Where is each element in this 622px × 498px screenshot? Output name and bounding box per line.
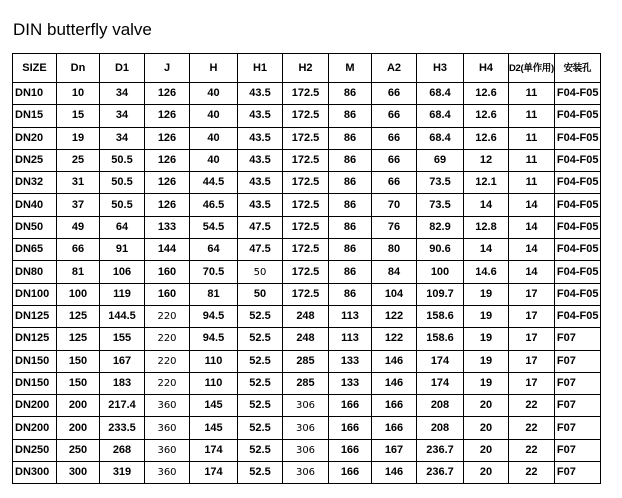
table-cell: 66 [372, 127, 417, 149]
table-cell: 19 [464, 350, 509, 372]
table-cell: DN25 [13, 149, 57, 171]
table-cell: 106 [100, 261, 145, 283]
table-cell: DN32 [13, 172, 57, 194]
table-cell: 43.5 [238, 83, 283, 105]
table-cell: 145 [190, 417, 238, 439]
table-cell: DN300 [13, 462, 57, 484]
table-cell: DN150 [13, 372, 57, 394]
table-cell: 12.6 [464, 105, 509, 127]
table-cell: 268 [100, 439, 145, 461]
table-cell: 66 [372, 105, 417, 127]
table-cell: 12.8 [464, 216, 509, 238]
table-cell: 86 [329, 194, 372, 216]
table-cell: DN200 [13, 417, 57, 439]
table-cell: 52.5 [238, 417, 283, 439]
table-cell: 82.9 [417, 216, 464, 238]
table-cell: 126 [145, 194, 190, 216]
table-row [13, 395, 601, 417]
table-cell: F07 [554, 395, 600, 417]
table-cell: 166 [329, 462, 372, 484]
table-cell: 133 [145, 216, 190, 238]
table-cell: 52.5 [238, 350, 283, 372]
table-cell: 133 [329, 372, 372, 394]
header-cell: D2(单作用) [509, 54, 555, 83]
table-cell: 125 [57, 305, 100, 327]
table-cell: F04-F05 [554, 149, 600, 171]
table-cell: 54.5 [190, 216, 238, 238]
table-cell: 17 [509, 350, 555, 372]
table-cell: 236.7 [417, 462, 464, 484]
table-cell: 50 [238, 283, 283, 305]
table-cell: 73.5 [417, 172, 464, 194]
table-cell: 160 [145, 283, 190, 305]
table-cell: 81 [57, 261, 100, 283]
table-cell: 100 [57, 283, 100, 305]
table-cell: 25 [57, 149, 100, 171]
table-cell: 285 [283, 372, 329, 394]
table-row [13, 350, 601, 372]
table-cell: 52.5 [238, 372, 283, 394]
table-cell: 12 [464, 149, 509, 171]
table-cell: 68.4 [417, 127, 464, 149]
table-cell: 17 [509, 372, 555, 394]
header-cell: J [145, 54, 190, 83]
table-cell: 113 [329, 305, 372, 327]
table-cell: 172.5 [283, 83, 329, 105]
table-cell: 64 [100, 216, 145, 238]
table-cell: F07 [554, 328, 600, 350]
table-cell: 22 [509, 417, 555, 439]
page-title: DIN butterfly valve [13, 20, 152, 39]
table-cell: 86 [329, 149, 372, 171]
table-cell: DN100 [13, 283, 57, 305]
table-cell: F04-F05 [554, 83, 600, 105]
table-cell: 144 [145, 239, 190, 261]
table-cell: 19 [464, 328, 509, 350]
table-cell: DN125 [13, 328, 57, 350]
table-row [13, 239, 601, 261]
table-cell: 43.5 [238, 194, 283, 216]
table-row [13, 172, 601, 194]
table-cell: 306 [283, 417, 329, 439]
table-cell: 15 [57, 105, 100, 127]
table-cell: F07 [554, 350, 600, 372]
table-cell: 14 [509, 261, 555, 283]
header-cell: H [190, 54, 238, 83]
table-cell: 360 [145, 395, 190, 417]
table-cell: 360 [145, 462, 190, 484]
header-cell: M [329, 54, 372, 83]
table-cell: 66 [57, 239, 100, 261]
table-cell: 50.5 [100, 149, 145, 171]
table-cell: 167 [372, 439, 417, 461]
table-cell: 94.5 [190, 305, 238, 327]
table-cell: 174 [190, 462, 238, 484]
table-cell: 183 [100, 372, 145, 394]
table-cell: 94.5 [190, 328, 238, 350]
table-cell: 84 [372, 261, 417, 283]
table-cell: 126 [145, 105, 190, 127]
table-cell: F04-F05 [554, 261, 600, 283]
table-cell: 306 [283, 395, 329, 417]
table-row [13, 283, 601, 305]
table-cell: 47.5 [238, 216, 283, 238]
table-cell: 91 [100, 239, 145, 261]
table-cell: 34 [100, 83, 145, 105]
table-cell: F04-F05 [554, 283, 600, 305]
table-cell: 86 [329, 172, 372, 194]
table-cell: 100 [417, 261, 464, 283]
table-cell: 43.5 [238, 127, 283, 149]
table-cell: 166 [372, 417, 417, 439]
table-cell: 20 [464, 417, 509, 439]
table-cell: 52.5 [238, 305, 283, 327]
table-cell: 172.5 [283, 261, 329, 283]
table-cell: 220 [145, 372, 190, 394]
table-cell: 11 [509, 149, 555, 171]
table-cell: 86 [329, 83, 372, 105]
table-row [13, 149, 601, 171]
header-cell: H1 [238, 54, 283, 83]
table-cell: 70.5 [190, 261, 238, 283]
table-cell: 86 [329, 283, 372, 305]
table-cell: 119 [100, 283, 145, 305]
table-cell: 248 [283, 328, 329, 350]
table-row [13, 417, 601, 439]
table-cell: 50 [238, 261, 283, 283]
table-cell: 360 [145, 417, 190, 439]
table-cell: 10 [57, 83, 100, 105]
table-cell: F07 [554, 417, 600, 439]
table-cell: 146 [372, 372, 417, 394]
table-cell: 86 [329, 127, 372, 149]
table-cell: 158.6 [417, 305, 464, 327]
table-cell: 20 [464, 439, 509, 461]
table-cell: 150 [57, 372, 100, 394]
table-cell: 19 [464, 283, 509, 305]
table-cell: 46.5 [190, 194, 238, 216]
table-row [13, 462, 601, 484]
table-row [13, 194, 601, 216]
table-cell: 200 [57, 395, 100, 417]
table-cell: 69 [417, 149, 464, 171]
table-cell: 200 [57, 417, 100, 439]
table-cell: 14 [464, 239, 509, 261]
table-cell: 250 [57, 439, 100, 461]
table-cell: 19 [57, 127, 100, 149]
table-cell: 52.5 [238, 462, 283, 484]
table-cell: 306 [283, 439, 329, 461]
table-cell: 64 [190, 239, 238, 261]
header-cell: H2 [283, 54, 329, 83]
table-cell: 43.5 [238, 172, 283, 194]
table-cell: 172.5 [283, 149, 329, 171]
table-cell: 50.5 [100, 172, 145, 194]
table-cell: 43.5 [238, 105, 283, 127]
table-cell: 52.5 [238, 395, 283, 417]
table-cell: 50.5 [100, 194, 145, 216]
table-row [13, 328, 601, 350]
table-cell: F07 [554, 462, 600, 484]
table-cell: 17 [509, 283, 555, 305]
table-cell: 172.5 [283, 216, 329, 238]
table-cell: 126 [145, 127, 190, 149]
table-cell: F04-F05 [554, 127, 600, 149]
table-cell: DN200 [13, 395, 57, 417]
table-row [13, 305, 601, 327]
table-cell: 133 [329, 350, 372, 372]
table-cell: 172.5 [283, 283, 329, 305]
table-cell: 37 [57, 194, 100, 216]
table-cell: DN50 [13, 216, 57, 238]
table-cell: 22 [509, 462, 555, 484]
table-cell: 145 [190, 395, 238, 417]
table-cell: 217.4 [100, 395, 145, 417]
table-cell: 248 [283, 305, 329, 327]
table-cell: 19 [464, 305, 509, 327]
table-cell: 12.6 [464, 127, 509, 149]
table-cell: 146 [372, 462, 417, 484]
table-cell: 174 [417, 372, 464, 394]
table-cell: 40 [190, 105, 238, 127]
table-cell: 14 [509, 194, 555, 216]
table-cell: F07 [554, 439, 600, 461]
table-cell: 172.5 [283, 172, 329, 194]
table-cell: 174 [190, 439, 238, 461]
spec-table [12, 53, 601, 484]
table-cell: 300 [57, 462, 100, 484]
table-cell: 126 [145, 172, 190, 194]
table-cell: F04-F05 [554, 172, 600, 194]
table-cell: 52.5 [238, 328, 283, 350]
table-cell: DN150 [13, 350, 57, 372]
table-cell: 86 [329, 216, 372, 238]
header-cell: D1 [100, 54, 145, 83]
table-cell: 76 [372, 216, 417, 238]
table-cell: 233.5 [100, 417, 145, 439]
header-cell: SIZE [13, 54, 57, 83]
table-row [13, 261, 601, 283]
table-cell: 126 [145, 149, 190, 171]
table-cell: 220 [145, 305, 190, 327]
table-cell: 110 [190, 372, 238, 394]
table-cell: 172.5 [283, 239, 329, 261]
header-cell: Dn [57, 54, 100, 83]
table-cell: DN10 [13, 83, 57, 105]
table-cell: 22 [509, 439, 555, 461]
table-cell: DN20 [13, 127, 57, 149]
table-cell: 19 [464, 372, 509, 394]
table-cell: 34 [100, 127, 145, 149]
table-cell: 11 [509, 127, 555, 149]
table-cell: 14.6 [464, 261, 509, 283]
table-cell: 40 [190, 149, 238, 171]
table-cell: 73.5 [417, 194, 464, 216]
table-cell: 14 [509, 239, 555, 261]
table-cell: 90.6 [417, 239, 464, 261]
table-cell: 17 [509, 328, 555, 350]
table-cell: 66 [372, 83, 417, 105]
table-cell: 172.5 [283, 127, 329, 149]
table-cell: 113 [329, 328, 372, 350]
table-cell: DN40 [13, 194, 57, 216]
table-cell: 11 [509, 83, 555, 105]
table-cell: 12.1 [464, 172, 509, 194]
table-cell: 47.5 [238, 239, 283, 261]
header-cell: H4 [464, 54, 509, 83]
header-cell: 安装孔 [554, 54, 600, 83]
table-cell: 220 [145, 328, 190, 350]
table-cell: 144.5 [100, 305, 145, 327]
table-row [13, 372, 601, 394]
table-cell: 20 [464, 462, 509, 484]
table-cell: DN80 [13, 261, 57, 283]
table-cell: 319 [100, 462, 145, 484]
table-cell: F04-F05 [554, 216, 600, 238]
table-cell: F07 [554, 372, 600, 394]
table-cell: 110 [190, 350, 238, 372]
table-cell: 104 [372, 283, 417, 305]
table-cell: 166 [372, 395, 417, 417]
table-cell: 125 [57, 328, 100, 350]
table-cell: DN125 [13, 305, 57, 327]
table-cell: 40 [190, 127, 238, 149]
table-cell: 70 [372, 194, 417, 216]
table-cell: 17 [509, 305, 555, 327]
table-cell: 285 [283, 350, 329, 372]
table-cell: F04-F05 [554, 239, 600, 261]
table-cell: 160 [145, 261, 190, 283]
table-cell: 14 [509, 216, 555, 238]
table-cell: 360 [145, 439, 190, 461]
table-cell: DN250 [13, 439, 57, 461]
table-cell: F04-F05 [554, 305, 600, 327]
table-cell: 52.5 [238, 439, 283, 461]
table-body [13, 83, 601, 484]
table-cell: F04-F05 [554, 194, 600, 216]
table-cell: 126 [145, 83, 190, 105]
table-cell: 86 [329, 261, 372, 283]
table-cell: 44.5 [190, 172, 238, 194]
table-cell: 40 [190, 83, 238, 105]
table-cell: 208 [417, 417, 464, 439]
table-row [13, 127, 601, 149]
table-cell: 172.5 [283, 105, 329, 127]
table-cell: 167 [100, 350, 145, 372]
table-cell: 150 [57, 350, 100, 372]
table-cell: DN15 [13, 105, 57, 127]
table-cell: 68.4 [417, 105, 464, 127]
table-cell: 306 [283, 462, 329, 484]
table-row [13, 439, 601, 461]
header-cell: A2 [372, 54, 417, 83]
table-cell: 80 [372, 239, 417, 261]
table-cell: 86 [329, 105, 372, 127]
table-cell: 220 [145, 350, 190, 372]
table-cell: 31 [57, 172, 100, 194]
table-cell: 49 [57, 216, 100, 238]
table-cell: 122 [372, 328, 417, 350]
table-header-row [13, 54, 601, 83]
table-cell: 66 [372, 172, 417, 194]
table-cell: 20 [464, 395, 509, 417]
table-cell: 81 [190, 283, 238, 305]
header-cell: H3 [417, 54, 464, 83]
table-cell: 166 [329, 395, 372, 417]
table-cell: 43.5 [238, 149, 283, 171]
table-cell: 109.7 [417, 283, 464, 305]
table-cell: 146 [372, 350, 417, 372]
table-cell: 11 [509, 172, 555, 194]
table-cell: 22 [509, 395, 555, 417]
table-cell: 11 [509, 105, 555, 127]
table-cell: 68.4 [417, 83, 464, 105]
table-cell: 236.7 [417, 439, 464, 461]
table-cell: 66 [372, 149, 417, 171]
table-cell: F04-F05 [554, 105, 600, 127]
table-cell: 155 [100, 328, 145, 350]
table-cell: DN65 [13, 239, 57, 261]
table-row [13, 105, 601, 127]
table-cell: 12.6 [464, 83, 509, 105]
table-row [13, 83, 601, 105]
table-cell: 208 [417, 395, 464, 417]
table-cell: 166 [329, 417, 372, 439]
table-cell: 172.5 [283, 194, 329, 216]
table-cell: 34 [100, 105, 145, 127]
table-cell: 86 [329, 239, 372, 261]
table-cell: 158.6 [417, 328, 464, 350]
table-cell: 174 [417, 350, 464, 372]
table-cell: 14 [464, 194, 509, 216]
table-cell: 166 [329, 439, 372, 461]
table-row [13, 216, 601, 238]
table-cell: 122 [372, 305, 417, 327]
